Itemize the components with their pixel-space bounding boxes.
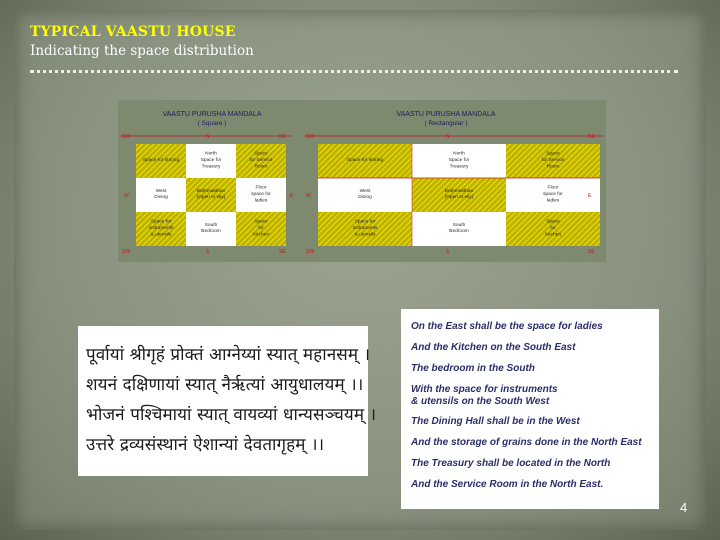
rect-n: N xyxy=(446,134,450,140)
rect-w: W xyxy=(306,193,311,199)
rect-e: E xyxy=(588,193,592,199)
rect-s: S xyxy=(446,249,450,255)
rect-cell-1-0: West Dining xyxy=(358,188,372,201)
square-e: E xyxy=(290,193,294,199)
translation-line-8: And the Service Room in the North East. xyxy=(411,479,604,490)
sanskrit-line-2: शयनं दक्षिणायां स्यात् नैर्ऋत्यां आयुधालयम् ।। xyxy=(86,375,364,395)
translation-line-7: The Treasury shall be located in the North xyxy=(411,458,611,469)
square-cell-1-1: Brahmasthan (Open to sky) xyxy=(196,188,226,201)
translation-box xyxy=(401,309,659,509)
square-nw: NW xyxy=(122,134,131,140)
square-cell-2-0: Space for instruments & utensils xyxy=(148,219,174,238)
square-w: W xyxy=(124,193,129,199)
translation-line-4: With the space for instruments & utensils on the South West xyxy=(411,384,558,407)
square-cell-1-2: Floor space for ladies xyxy=(251,185,271,204)
rect-cell-2-1: South Bedroom xyxy=(449,222,469,235)
sanskrit-line-1: पूर्वायां श्रीगृहं प्रोक्तं आग्नेय्यां स्यात् महानसम् । xyxy=(86,345,371,365)
square-s: S xyxy=(206,249,210,255)
translation-line-1: On the East shall be the space for ladies xyxy=(411,321,603,332)
square-cell-2-1: South Bedroom xyxy=(201,222,221,235)
rect-cell-1-1: Brahmasthan (Open to sky) xyxy=(444,188,474,201)
square-cell-0-2: Space for Service Room xyxy=(249,151,273,170)
translation-line-6: And the storage of grains done in the North East xyxy=(411,437,642,448)
translation-line-2: And the Kitchen on the South East xyxy=(411,342,576,353)
rect-cell-0-0: Space for storing xyxy=(346,158,384,163)
sanskrit-line-3: भोजनं पश्चिमायां स्यात् वायव्यां धान्यसञ्चयम् । xyxy=(86,405,377,425)
sanskrit-verse-box xyxy=(78,326,377,476)
translation-line-3: The bedroom in the South xyxy=(411,363,535,374)
slide-title: TYPICAL VAASTU HOUSE xyxy=(30,24,236,40)
rect-cell-2-2: Space for Kitchen xyxy=(545,219,561,238)
mandala-diagrams xyxy=(118,100,606,262)
square-subtitle: ( Square ) xyxy=(197,120,227,127)
rect-subtitle: ( Rectangular ) xyxy=(424,120,468,127)
rect-cell-1-2: Floor space for ladies xyxy=(543,185,563,204)
rect-nw: NW xyxy=(306,134,315,140)
square-cell-1-0: West Dining xyxy=(154,188,168,201)
square-n: N xyxy=(206,134,210,140)
square-cell-2-2: Space for Kitchen xyxy=(253,219,269,238)
sanskrit-line-4: उत्तरे द्रव्यसंस्थानं ऐशान्यां देवतागृहम् ।। xyxy=(86,435,325,455)
square-sw: SW xyxy=(122,249,131,255)
rect-ne: NE xyxy=(588,134,595,140)
rect-sw: SW xyxy=(306,249,315,255)
mandala-svg xyxy=(118,100,606,262)
translation-line-5: The Dining Hall shall be in the West xyxy=(411,416,580,427)
page-number: 4 xyxy=(680,500,688,515)
square-cell-0-0: Space for storing xyxy=(142,158,180,163)
square-title: VAASTU PURUSHA MANDALA xyxy=(162,111,262,118)
slide-subtitle: Indicating the space distribution xyxy=(30,43,254,59)
rect-cell-0-2: Space for Service Room xyxy=(541,151,565,170)
square-se: SE xyxy=(279,249,286,255)
rect-cell-0-1: North Space for Treasury xyxy=(448,151,470,170)
square-cell-0-1: North Space for Treasury xyxy=(200,151,222,170)
square-ne: NE xyxy=(279,134,286,140)
rect-se: SE xyxy=(588,249,595,255)
rect-cell-2-0: Space for instruments & utensils xyxy=(352,219,378,238)
rect-title: VAASTU PURUSHA MANDALA xyxy=(396,111,496,118)
dotted-divider xyxy=(30,70,678,73)
